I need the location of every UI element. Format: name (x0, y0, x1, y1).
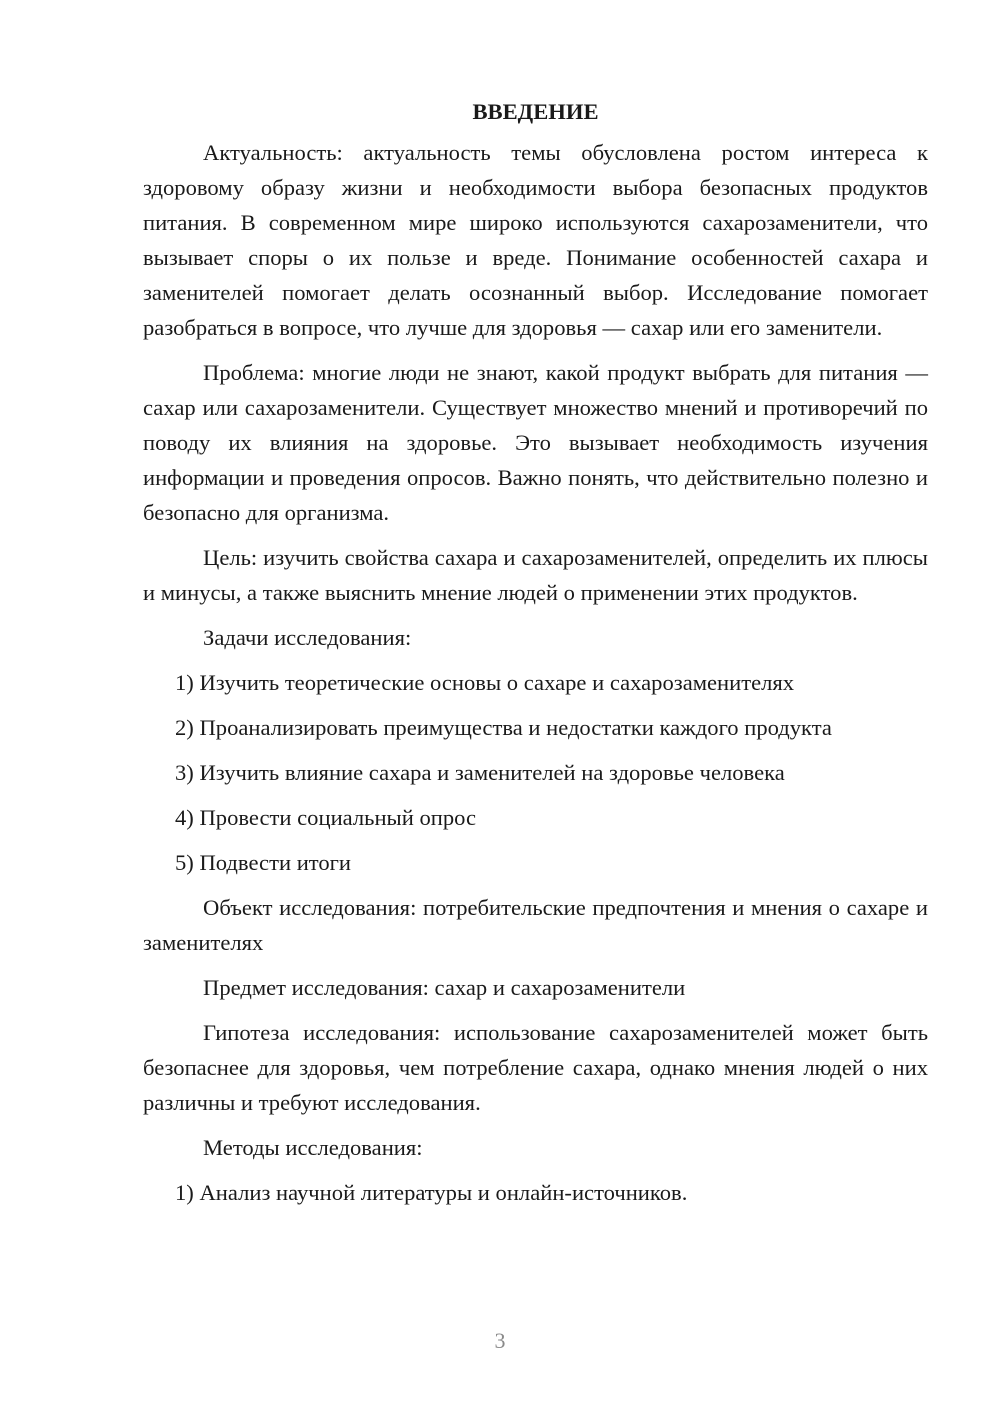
tasks-heading: Задачи исследования: (203, 625, 412, 650)
object-paragraph: Объект исследования: потребительские предпочтения и мнения о сахаре и заменителях (143, 895, 928, 955)
page-title: ВВЕДЕНИЕ (472, 99, 599, 124)
task-item: 5) Подвести итоги (175, 850, 352, 875)
task-item: 3) Изучить влияние сахара и заменителей на здоровье человека (175, 760, 785, 785)
relevance-paragraph: Актуальность: актуальность темы обусловлена ростом интереса к здоровому образу жизни и необходимости выбора безопасных продуктов питания. В современном мире широко используются сахарозаменители, что вызывает споры о их пользе и вреде. Понимание особенностей сахара и заменителей помогает делать осознанный выбор. Исследование помогает разобраться в вопросе, что лучше для здоровья — сахар или его заменители. (143, 140, 928, 340)
methods-heading: Методы исследования: (203, 1135, 423, 1160)
page-number: 3 (494, 1328, 506, 1353)
subject-paragraph: Предмет исследования: сахар и сахарозаменители (203, 975, 686, 1000)
hypothesis-paragraph: Гипотеза исследования: использование сахарозаменителей может быть безопаснее для здоровья, чем потребление сахара, однако мнения людей о них различны и требуют исследования. (143, 1020, 928, 1115)
method-item: 1) Анализ научной литературы и онлайн-источников. (175, 1180, 688, 1205)
task-item: 4) Провести социальный опрос (175, 805, 477, 830)
problem-paragraph: Проблема: многие люди не знают, какой продукт выбрать для питания — сахар или сахарозаменители. Существует множество мнений и противоречий по поводу их влияния на здоровье. Это вызывает необходимость изучения информации и проведения опросов. Важно понять, что действительно полезно и безопасно для организма. (143, 360, 928, 525)
task-item: 2) Проанализировать преимущества и недостатки каждого продукта (175, 715, 832, 740)
goal-paragraph: Цель: изучить свойства сахара и сахарозаменителей, определить их плюсы и минусы, а также выяснить мнение людей о применении этих продуктов. (143, 545, 928, 605)
page-content (143, 94, 928, 1220)
task-item: 1) Изучить теоретические основы о сахаре и сахарозаменителях (175, 670, 795, 695)
